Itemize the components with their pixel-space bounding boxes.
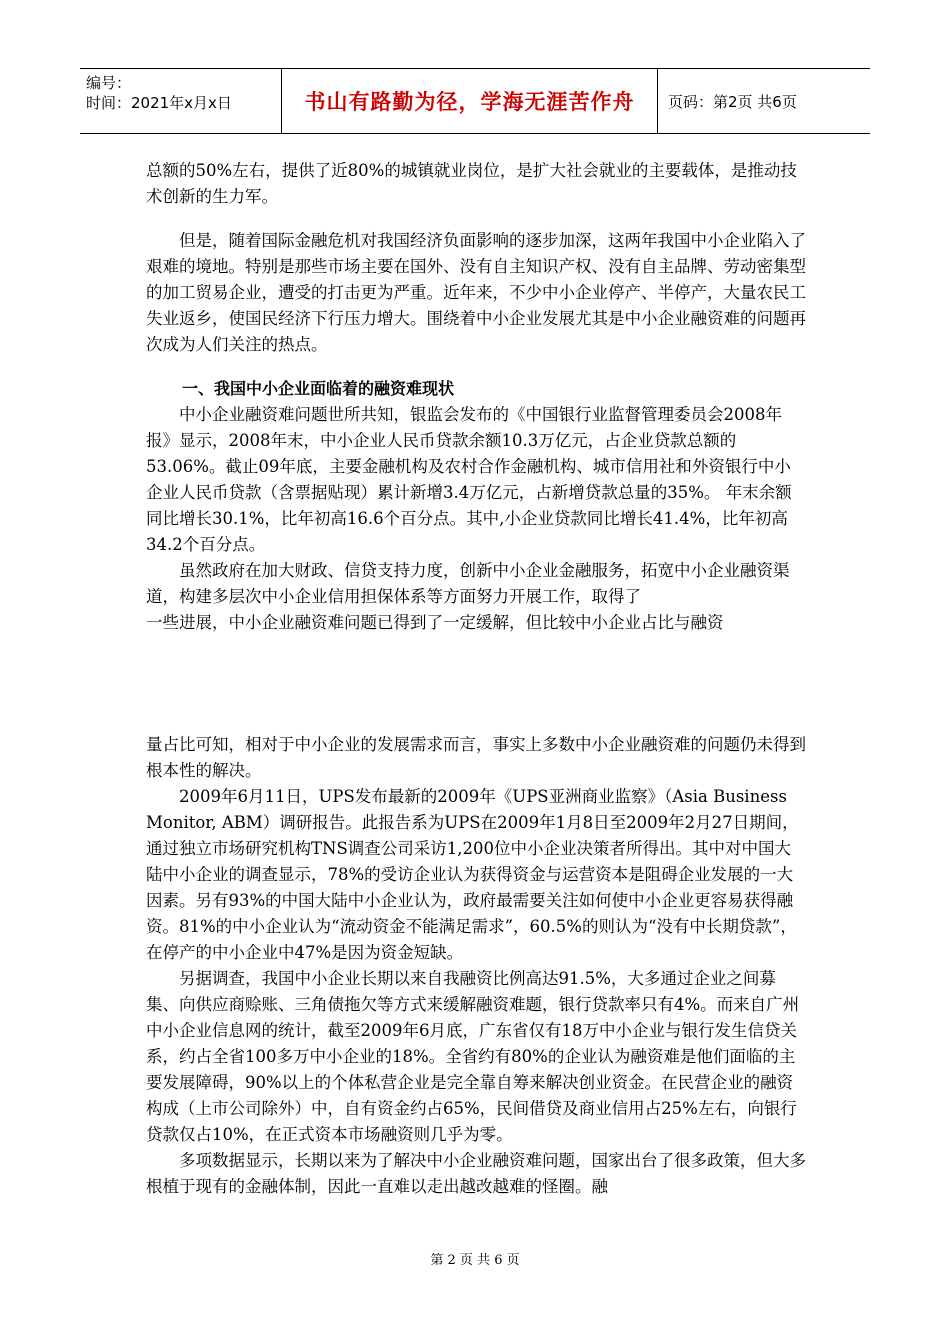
page-footer: 第 2 页 共 6 页 (430, 1253, 520, 1268)
paragraph: 一些进展，中小企业融资难问题已得到了一定缓解，但比较中小企业占比与融资 (146, 613, 724, 632)
paragraph: 量占比可知，相对于中小企业的发展需求而言，事实上多数中小企业融资难的问题仍未得到根本性的解决。 (146, 735, 806, 780)
paragraph: 中小企业融资难问题世所共知，银监会发布的《中国银行业监督管理委员会2008年报》显示，2008年末，中小企业人民币贷款余额10.3万亿元，占企业贷款总额的53.06%。截止09年底，主要金融机构及农村合作金融机构、城市信用社和外资银行中小企业人民币贷款（含票据贴现）累计新增3.4万亿元，占新增贷款总量的35%。 年末余额同比增长30.1%，比年初高16.6个百分点。其中,小企业贷款同比增长41.4%，比年初高34.2个百分点。 (146, 405, 792, 554)
header-meta (80, 69, 282, 133)
code-label: 编号： (86, 74, 132, 92)
page-header (80, 68, 870, 134)
text-block-1 (146, 158, 806, 636)
paragraph: 虽然政府在加大财政、信贷支持力度，创新中小企业金融服务，拓宽中小企业融资渠道，构建多层次中小企业信用担保体系等方面努力开展工作，取得了 (146, 561, 790, 606)
time-label: 时间：2021年x月x日 (86, 94, 232, 112)
paragraph: 2009年6月11日，UPS发布最新的2009年《UPS亚洲商业监察》（Asia Business Monitor, ABM）调研报告。此报告系为UPS在2009年1月8日至2009年2月27日期间，通过独立市场研究机构TNS调查公司采访1,200位中小企业决策者所得出。其中对中国大陆中小企业的调查显示，78%的受访企业认为获得资金与运营资本是阻碍企业发展的一大因素。另有93%的中国大陆中小企业认为，政府最需要关注如何使中小企业更容易获得融资。81%的中小企业认为“流动资金不能满足需求”，60.5%的则认为“没有中长期贷款”，在停产的中小企业中47%是因为资金短缺。 (146, 787, 799, 962)
paragraph: 但是，随着国际金融危机对我国经济负面影响的逐步加深，这两年我国中小企业陷入了艰难的境地。特别是那些市场主要在国外、没有自主知识产权、没有自主品牌、劳动密集型的加工贸易企业，遭受的打击更为严重。近年来，不少中小企业停产、半停产，大量农民工失业返乡，使国民经济下行压力增大。围绕着中小企业发展尤其是中小企业融资难的问题再次成为人们关注的热点。 (146, 231, 806, 354)
text-block-2 (146, 732, 806, 1200)
paragraph: 另据调查，我国中小企业长期以来自我融资比例高达91.5%，大多通过企业之间募集、向供应商赊账、三角债拖欠等方式来缓解融资难题，银行贷款率只有4%。而来自广州中小企业信息网的统计，截至2009年6月底，广东省仅有18万中小企业与银行发生信贷关系，约占全省100多万中小企业的18%。全省约有80%的企业认为融资难是他们面临的主要发展障碍，90%以上的个体私营企业是完全靠自筹来解决创业资金。在民营企业的融资构成（上市公司除外）中，自有资金约占65%，民间借贷及商业信用占25%左右，向银行贷款仅占10%，在正式资本市场融资则几乎为零。 (146, 969, 800, 1144)
header-page-label: 页码：第2页 共6页 (668, 92, 797, 111)
paragraph: 多项数据显示，长期以来为了解决中小企业融资难问题，国家出台了很多政策，但大多根植于现有的金融体制，因此一直难以走出越改越难的怪圈。融 (146, 1151, 806, 1196)
paragraph: 总额的50%左右，提供了近80%的城镇就业岗位，是扩大社会就业的主要载体，是推动技术创新的生力军。 (146, 161, 797, 206)
header-motto: 书山有路勤为径，学海无涯苦作舟 (282, 69, 658, 133)
section-heading: 一、我国中小企业面临着的融资难现状 (182, 379, 455, 398)
